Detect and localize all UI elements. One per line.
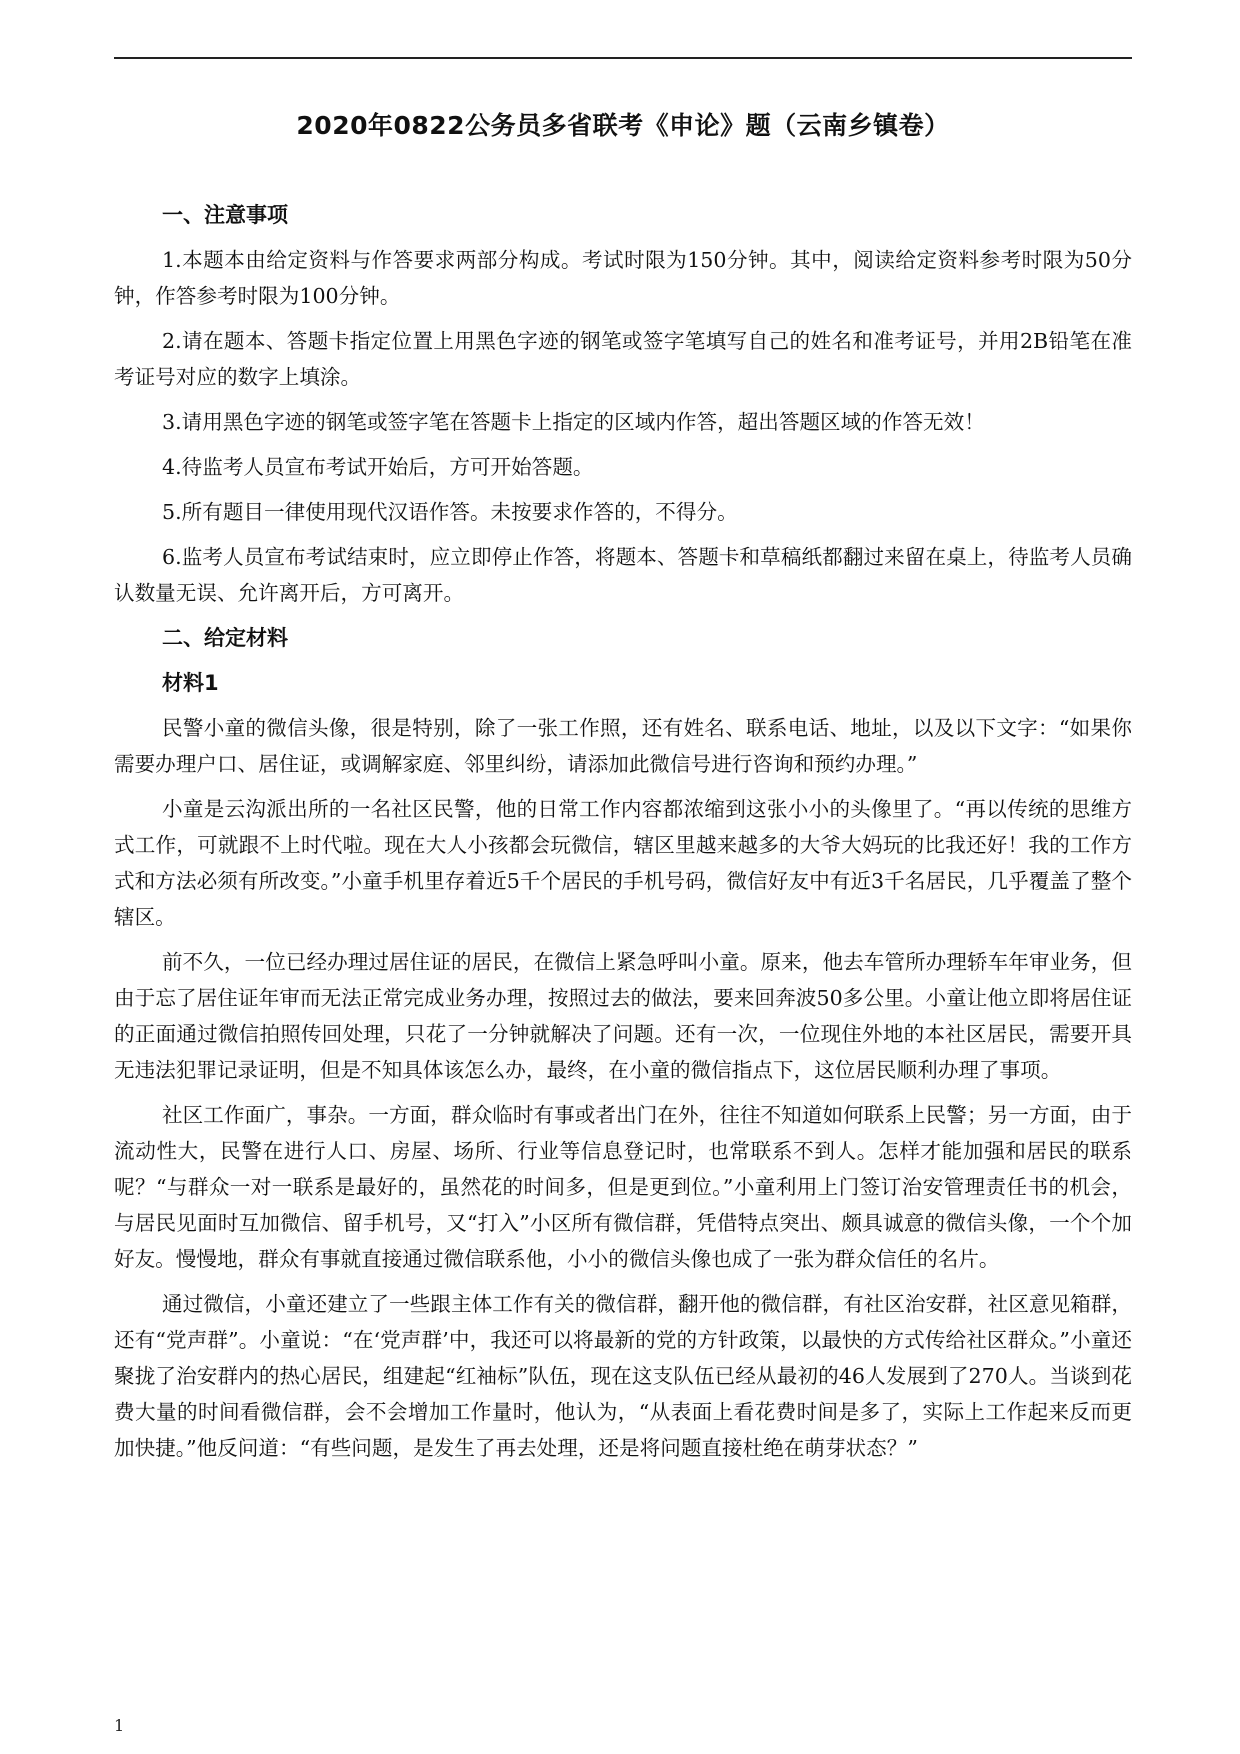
header-rule [114, 57, 1132, 59]
document-title: 2020年0822公务员多省联考《申论》题（云南乡镇卷） [296, 111, 950, 140]
document-body [114, 197, 1132, 1475]
note-item-3: 3.请用黑色字迹的钢笔或签字笔在答题卡上指定的区域内作答，超出答题区域的作答无效！ [162, 410, 985, 434]
material-paragraph: 通过微信，小童还建立了一些跟主体工作有关的微信群，翻开他的微信群，有社区治安群，社区意见箱群，还有“党声群”。小童说：“在‘党声群’中，我还可以将最新的党的方针政策，以最快的方式传给社区群众。”小童还聚拢了治安群内的热心居民，组建起“红袖标”队伍，现在这支队伍已经从最初的46人发展到了270人。当谈到花费大量的时间看微信群，会不会增加工作量时，他认为，“从表面上看花费时间是多了，实际上工作起来反而更加快捷。”他反问道：“有些问题，是发生了再去处理，还是将问题直接杜绝在萌芽状态？” [114, 1292, 1132, 1460]
material-paragraph: 民警小童的微信头像，很是特别，除了一张工作照，还有姓名、联系电话、地址，以及以下文字：“如果你需要办理户口、居住证，或调解家庭、邻里纠纷，请添加此微信号进行咨询和预约办理。” [114, 716, 1132, 776]
page-number: 1 [114, 1716, 125, 1735]
note-item-4: 4.待监考人员宣布考试开始后，方可开始答题。 [162, 455, 594, 479]
section-heading-notes: 一、注意事项 [162, 203, 288, 227]
material-paragraph: 前不久，一位已经办理过居住证的居民，在微信上紧急呼叫小童。原来，他去车管所办理轿车年审业务，但由于忘了居住证年审而无法正常完成业务办理，按照过去的做法，要来回奔波50多公里。小童让他立即将居住证的正面通过微信拍照传回处理，只花了一分钟就解决了问题。还有一次，一位现住外地的本社区居民，需要开具无违法犯罪记录证明，但是不知具体该怎么办，最终，在小童的微信指点下，这位居民顺利办理了事项。 [114, 950, 1132, 1082]
note-item-1: 1.本题本由给定资料与作答要求两部分构成。考试时限为150分钟。其中，阅读给定资料参考时限为50分钟，作答参考时限为100分钟。 [114, 248, 1132, 308]
note-item-2: 2.请在题本、答题卡指定位置上用黑色字迹的钢笔或签字笔填写自己的姓名和准考证号，并用2B铅笔在准考证号对应的数字上填涂。 [114, 329, 1132, 389]
material-paragraph: 小童是云沟派出所的一名社区民警，他的日常工作内容都浓缩到这张小小的头像里了。“再以传统的思维方式工作，可就跟不上时代啦。现在大人小孩都会玩微信，辖区里越来越多的大爷大妈玩的比我还好！我的工作方式和方法必须有所改变。”小童手机里存着近5千个居民的手机号码，微信好友中有近3千名居民，几乎覆盖了整个辖区。 [114, 797, 1132, 929]
section-heading-materials: 二、给定材料 [162, 626, 288, 650]
note-item-6: 6.监考人员宣布考试结束时，应立即停止作答，将题本、答题卡和草稿纸都翻过来留在桌上，待监考人员确认数量无误、允许离开后，方可离开。 [114, 545, 1132, 605]
note-item-5: 5.所有题目一律使用现代汉语作答。未按要求作答的，不得分。 [162, 500, 738, 524]
material-paragraph: 社区工作面广，事杂。一方面，群众临时有事或者出门在外，往往不知道如何联系上民警；另一方面，由于流动性大，民警在进行人口、房屋、场所、行业等信息登记时，也常联系不到人。怎样才能加强和居民的联系呢？“与群众一对一联系是最好的，虽然花的时间多，但是更到位。”小童利用上门签订治安管理责任书的机会，与居民见面时互加微信、留手机号，又“打入”小区所有微信群，凭借特点突出、颇具诚意的微信头像，一个个加好友。慢慢地，群众有事就直接通过微信联系他，小小的微信头像也成了一张为群众信任的名片。 [114, 1103, 1132, 1271]
material-1-heading: 材料1 [162, 671, 219, 695]
